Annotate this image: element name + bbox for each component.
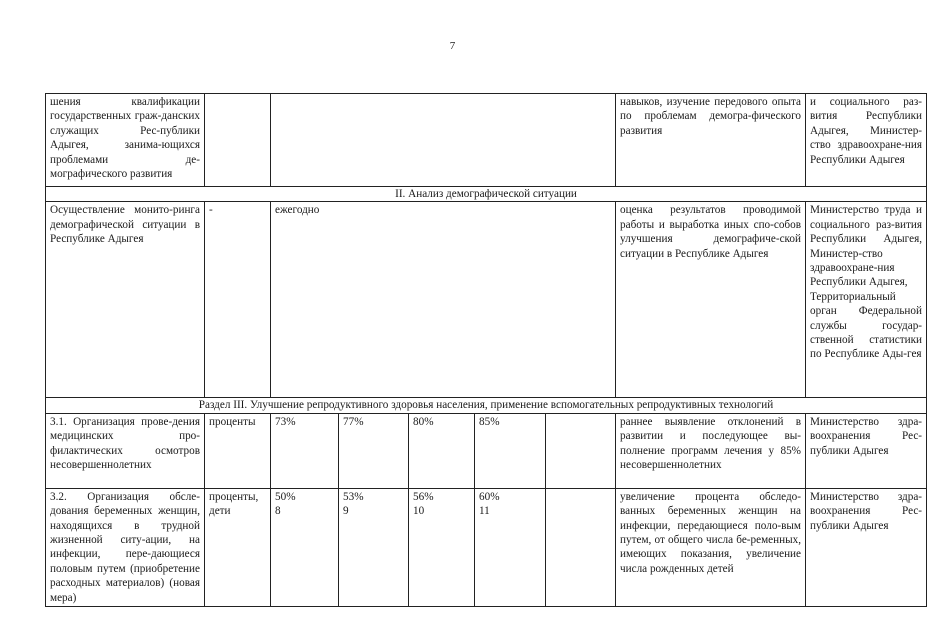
section-row [46, 187, 927, 202]
section-title: Раздел III. Улучшение репродуктивного здоровья населения, применение вспомогательных репродуктивных технологий [46, 398, 927, 413]
unit-cell: проценты [205, 413, 271, 488]
measures-table [45, 93, 927, 607]
responsible-cell: и социального раз-вития Республики Адыгея, Министер-ство здравоохране-ния Республики Адыгея [806, 94, 927, 187]
value-cell: 85% [475, 413, 546, 488]
value-cell [271, 488, 339, 606]
result-cell: оценка результатов проводимой работы и выработка иных спо-собов улучшения демографиче-ской ситуации в Республике Адыгея [616, 202, 806, 398]
responsible-text: Министерство труда и социального раз-вития Республики Адыгея, Министер-ство здравоохране-ния Республики Адыгея, Территориальный орган Федеральной службы государ-ственной статистики по Республике Ады-гея [810, 204, 923, 361]
value-cell: 77% [339, 413, 409, 488]
measure-cell: Осуществление монито-ринга демографической ситуации в Республике Адыгея [46, 202, 205, 398]
responsible-cell [806, 202, 927, 398]
table-row [46, 94, 927, 187]
table-row [46, 413, 927, 488]
table-row [46, 488, 927, 606]
value-text: 60% 11 [479, 490, 500, 518]
section-title: II. Анализ демографической ситуации [46, 187, 927, 202]
page-number: 7 [449, 40, 456, 52]
table-row [46, 202, 927, 398]
value-cell [475, 488, 546, 606]
value-text: 56% 10 [413, 490, 434, 518]
unit-cell: проценты, дети [205, 488, 271, 606]
result-cell: раннее выявление отклонений в развитии и последующее вы-полнение программ лечения у 85% несовершеннолетних [616, 413, 806, 488]
period-cell: ежегодно [271, 202, 616, 398]
responsible-cell: Министерство здра-воохранения Рес-публики Адыгея [806, 413, 927, 488]
measure-cell: 3.1. Организация прове-дения медицинских про-филактических осмотров несовершеннолетних [46, 413, 205, 488]
measure-cell: 3.2. Организация обсле-дования беременных женщин, находящихся в трудной жизненной ситу-ации, на инфекции, пере-дающиеся половым путем (приобретение расходных материалов) (новая мера) [46, 488, 205, 606]
value-cell: 73% [271, 413, 339, 488]
unit-cell: - [205, 202, 271, 398]
section-row [46, 398, 927, 413]
value-cell [546, 488, 616, 606]
value-text: 50% 8 [275, 490, 296, 518]
value-cell [546, 413, 616, 488]
measure-cell: шения квалификации государственных граж-данских служащих Рес-публики Адыгея, занима-ющихся проблемами де-мографического развития [46, 94, 205, 187]
result-cell: навыков, изучение передового опыта по проблемам демогра-фического развития [616, 94, 806, 187]
value-cell: 80% [409, 413, 475, 488]
result-cell: увеличение процента обследо-ванных беременных женщин на инфекции, передающиеся поло-вым путем, от общего числа бе-ременных, имеющих показания, увеличение числа рожденных детей [616, 488, 806, 606]
responsible-cell: Министерство здра-воохранения Рес-публики Адыгея [806, 488, 927, 606]
value-cell [409, 488, 475, 606]
unit-cell [205, 94, 271, 187]
values-cell [271, 94, 616, 187]
value-text: 53% 9 [343, 490, 364, 518]
value-cell [339, 488, 409, 606]
